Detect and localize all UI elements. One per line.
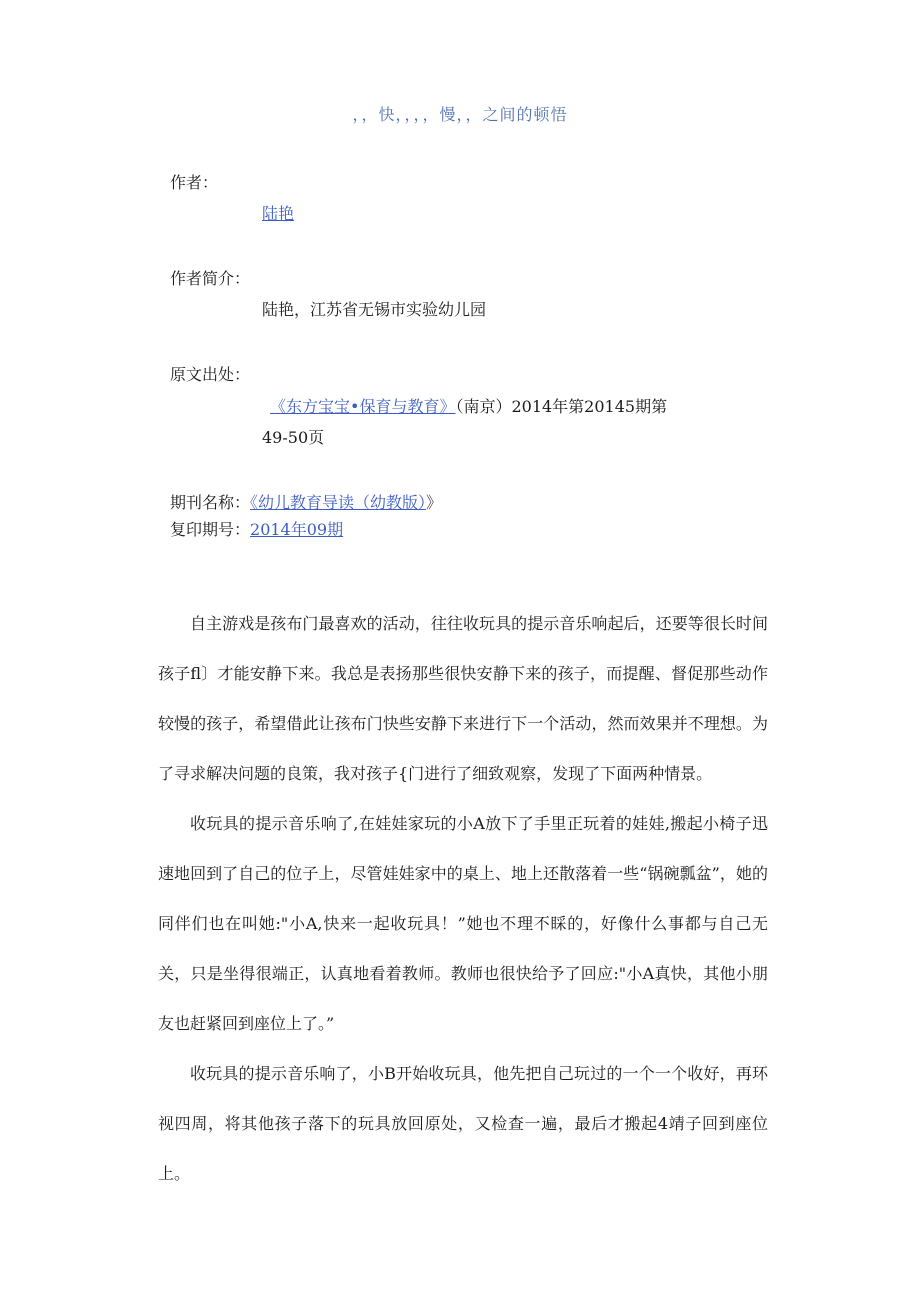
- source-line-1: [270, 394, 667, 417]
- author-intro-label: 作者简介：: [170, 269, 251, 288]
- periodical-label: 期刊名称：: [170, 493, 251, 512]
- article-body: [158, 599, 768, 1199]
- periodical-name-link[interactable]: 《幼儿教育导读（幼教版）: [250, 493, 427, 512]
- reprint-row: [170, 517, 343, 540]
- body-paragraph: 自主游戏是孩布门最喜欢的活动，往往收玩具的提示音乐响起后，还要等很长时间孩子fl〕才能安静下来。我总是表扬那些很快安静下来的孩子，而提醒、督促那些动作较慢的孩子，希望借此让孩布门快些安静下来进行下一个活动，然而效果并不理想。为了寻求解决问题的良策，我对孩子{门进行了细致观察，发现了下面两种情景。: [158, 614, 768, 783]
- body-paragraph: 收玩具的提示音乐响了，小B开始收玩具，他先把自己玩过的一个一个收好，再环视四周，将其他孩子落下的玩具放回原处，又检查一遍，最后才搬起4靖子回到座位上。: [158, 1064, 768, 1183]
- periodical-row: [170, 490, 442, 513]
- source-journal-link[interactable]: 《东方宝宝•保育与教育》: [270, 397, 456, 416]
- source-label: 原文出处：: [170, 365, 251, 384]
- source-detail: （南京）2014年第20145期第: [455, 397, 668, 416]
- article-title: ，，快，，，，慢，，之间的顿悟: [352, 105, 568, 124]
- author-label: 作者：: [170, 173, 219, 192]
- reprint-label: 复印期号：: [170, 520, 251, 539]
- author-name-link[interactable]: 陆艳: [262, 204, 295, 223]
- source-pages: 49-50页: [262, 428, 325, 447]
- body-paragraph: 收玩具的提示音乐响了,在娃娃家玩的小A放下了手里正玩着的娃娃,搬起小椅子迅速地回到了自己的位子上，尽管娃娃家中的桌上、地上还散落着一些“锅碗瓢盆”，她的同伴们也在叫她:"小A,快来一起收玩具！”她也不理不睬的，好像什么事都与自己无关，只是坐得很端正，认真地看着教师。教师也很快给予了回应:"小A真快，其他小朋友也赶紧回到座位上了。”: [158, 814, 768, 1033]
- periodical-tail: 》: [426, 493, 443, 512]
- author-intro-text: 陆艳，江苏省无锡市实验幼儿园: [262, 300, 487, 319]
- reprint-issue-link[interactable]: 2014年09期: [250, 520, 344, 539]
